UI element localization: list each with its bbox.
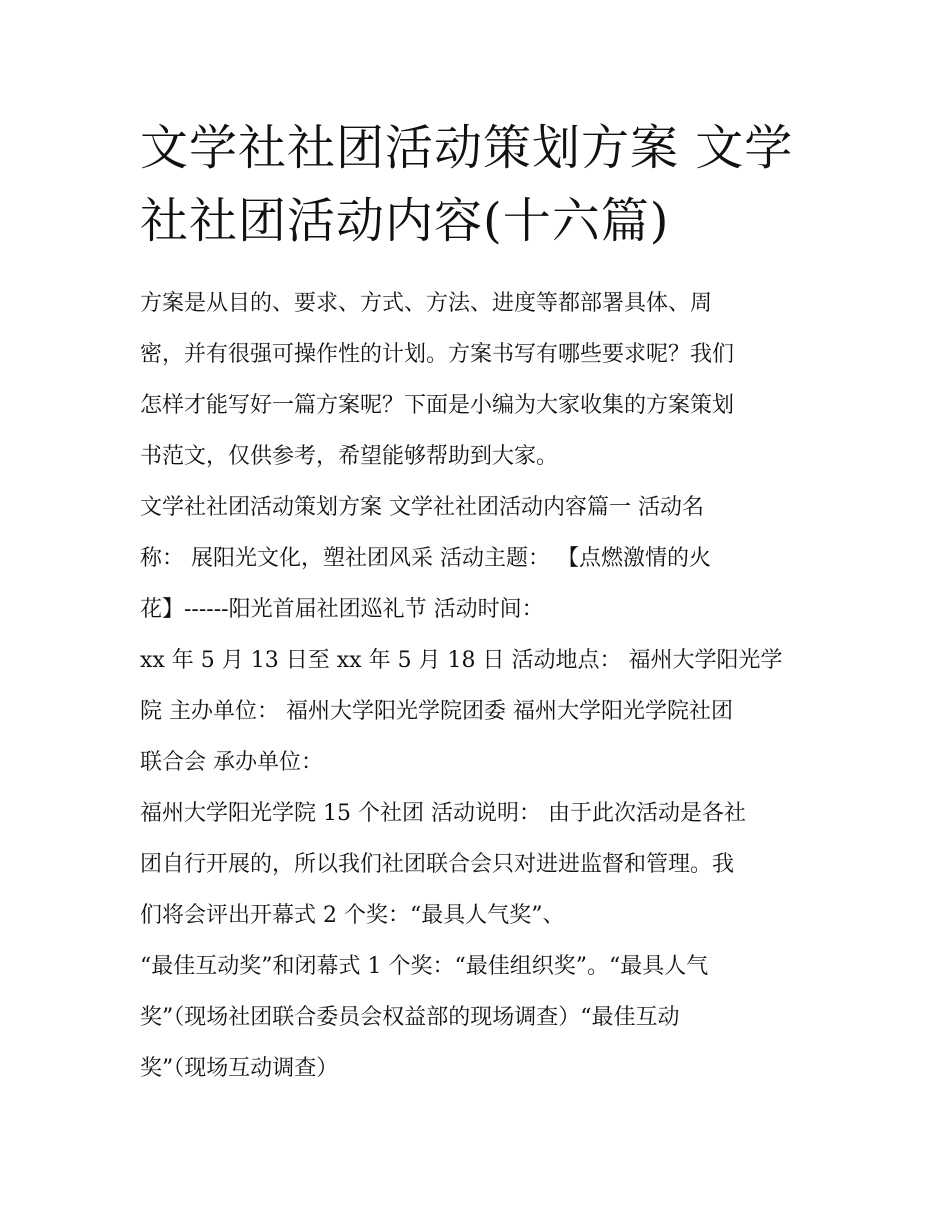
text-line: 联合会 承办单位： bbox=[140, 750, 323, 775]
awards-paragraph bbox=[140, 941, 830, 1094]
text-line: 院 主办单位： 福州大学阳光学院团委 福州大学阳光学院社团 bbox=[140, 699, 733, 724]
text-line: 文学社社团活动策划方案 文学社社团活动内容篇一 活动名 bbox=[140, 495, 704, 520]
text-line: xx 年 5 月 13 日至 xx 年 5 月 18 日 活动地点： 福州大学阳光学 bbox=[140, 648, 783, 673]
title-line: 文学社社团活动策划方案 文学 bbox=[140, 120, 794, 176]
text-line: 密，并有很强可操作性的计划。方案书写有哪些要求呢？我们 bbox=[140, 342, 735, 367]
text-line: 方案是从目的、要求、方式、方法、进度等都部署具体、周 bbox=[140, 291, 713, 316]
activity-description-paragraph bbox=[140, 788, 830, 941]
text-line: 团自行开展的，所以我们社团联合会只对进进监督和管理。我 bbox=[140, 852, 735, 877]
text-line: 怎样才能写好一篇方案呢？下面是小编为大家收集的方案策划 bbox=[140, 393, 735, 418]
text-line: 奖”（现场社团联合委员会权益部的现场调查）“最佳互动 bbox=[140, 1005, 680, 1030]
text-line: 们将会评出开幕式 2 个奖：“最具人气奖”、 bbox=[140, 903, 565, 928]
text-line: 书范文，仅供参考，希望能够帮助到大家。 bbox=[140, 444, 559, 469]
activity-name-paragraph bbox=[140, 482, 830, 635]
text-line: 称： 展阳光文化，塑社团风采 活动主题： 【点燃激情的火 bbox=[140, 546, 711, 571]
document-body bbox=[140, 278, 830, 1094]
document-title bbox=[140, 112, 820, 258]
text-line: “最佳互动奖”和闭幕式 1 个奖：“最佳组织奖”。“最具人气 bbox=[140, 954, 709, 979]
text-line: 花】------阳光首届社团巡礼节 活动时间： bbox=[140, 597, 544, 622]
title-line: 社社团活动内容(十六篇) bbox=[140, 193, 670, 249]
text-line: 福州大学阳光学院 15 个社团 活动说明： 由于此次活动是各社 bbox=[140, 801, 746, 826]
text-line: 奖”（现场互动调查） bbox=[140, 1056, 339, 1081]
activity-time-paragraph bbox=[140, 635, 830, 788]
intro-paragraph bbox=[140, 278, 830, 482]
